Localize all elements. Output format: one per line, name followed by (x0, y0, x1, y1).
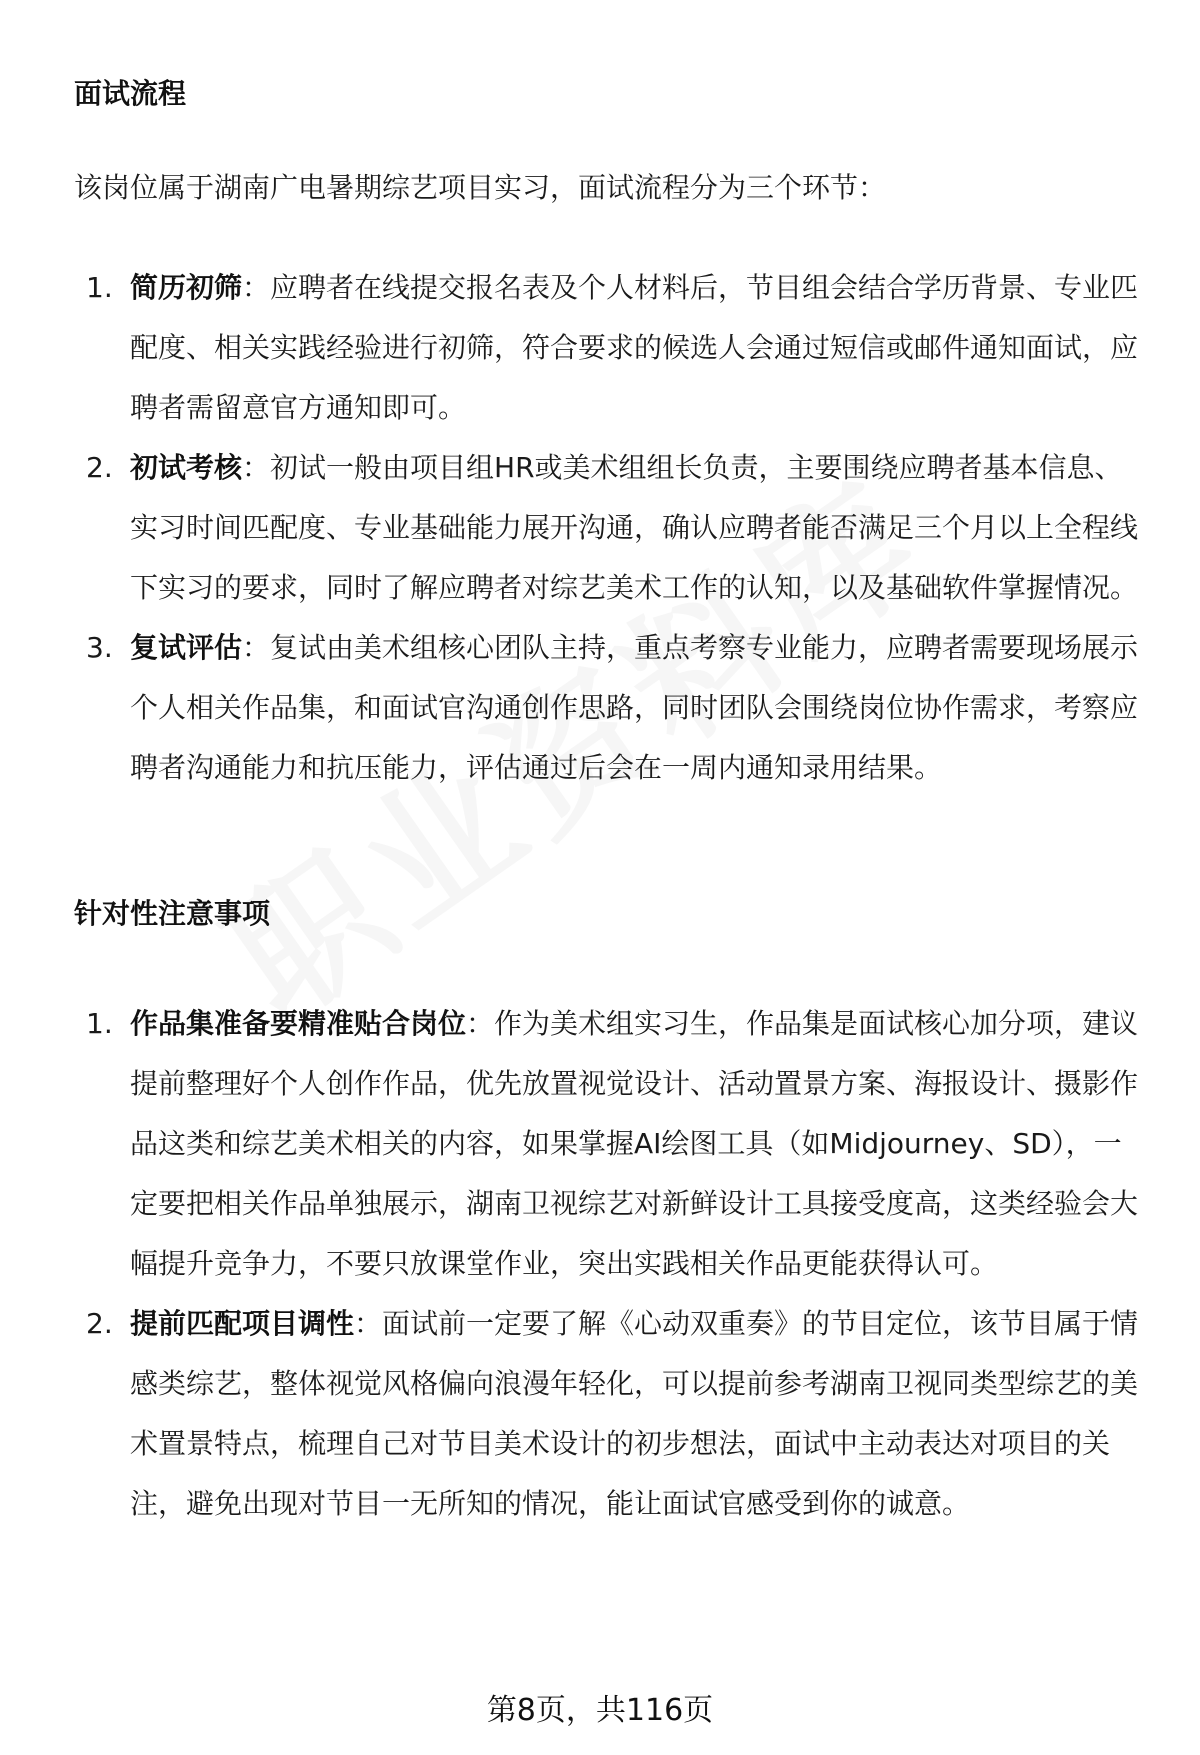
list-item-separator: ： (242, 451, 271, 484)
list-item-separator: ： (466, 1007, 495, 1040)
notes-list (0, 994, 1200, 1534)
list-item (0, 994, 1200, 1294)
list-item-number: 3. (86, 631, 113, 664)
list-item-term: 提前匹配项目调性 (130, 1307, 355, 1340)
list-item (0, 618, 1200, 798)
list-item-text: 应聘者在线提交报名表及个人材料后，节目组会结合学历背景、专业匹配度、相关实践经验进行初筛，符合要求的候选人会通过短信或邮件通知面试，应聘者需留意官方通知即可。 (130, 271, 1139, 424)
list-item-term: 复试评估 (130, 631, 243, 664)
list-item (0, 258, 1200, 438)
list-item-separator: ： (354, 1307, 383, 1340)
list-item-text: 作为美术组实习生，作品集是面试核心加分项，建议提前整理好个人创作作品，优先放置视觉设计、活动置景方案、海报设计、摄影作品这类和综艺美术相关的内容，如果掌握AI绘图工具（如Midjourney、SD），一定要把相关作品单独展示，湖南卫视综艺对新鲜设计工具接受度高，这类经验会大幅提升竞争力，不要只放课堂作业，突出实践相关作品更能获得认可。 (130, 1007, 1139, 1280)
section-heading-interview-process: 面试流程 (74, 77, 187, 110)
list-item (0, 438, 1200, 618)
list-item-term: 初试考核 (130, 451, 243, 484)
list-item-number: 1. (86, 1007, 113, 1040)
page-number: 第8页，共116页 (486, 1693, 714, 1728)
section-heading-notes: 针对性注意事项 (74, 897, 271, 930)
list-item-text: 复试由美术组核心团队主持，重点考察专业能力，应聘者需要现场展示个人相关作品集，和面试官沟通创作思路，同时团队会围绕岗位协作需求，考察应聘者沟通能力和抗压能力，评估通过后会在一周内通知录用结果。 (130, 631, 1139, 784)
list-item-term: 作品集准备要精准贴合岗位 (130, 1007, 467, 1040)
list-item-number: 2. (86, 1307, 113, 1340)
list-item (0, 1294, 1200, 1534)
interview-process-list (0, 258, 1200, 798)
list-item-text: 初试一般由项目组HR或美术组组长负责，主要围绕应聘者基本信息、实习时间匹配度、专业基础能力展开沟通，确认应聘者能否满足三个月以上全程线下实习的要求，同时了解应聘者对综艺美术工作的认知，以及基础软件掌握情况。 (130, 451, 1139, 604)
list-item-term: 简历初筛 (130, 271, 243, 304)
intro-paragraph: 该岗位属于湖南广电暑期综艺项目实习，面试流程分为三个环节： (74, 171, 887, 204)
list-item-number: 1. (86, 271, 113, 304)
list-item-number: 2. (86, 451, 113, 484)
list-item-separator: ： (242, 631, 271, 664)
list-item-text: 面试前一定要了解《心动双重奏》的节目定位，该节目属于情感类综艺，整体视觉风格偏向浪漫年轻化，可以提前参考湖南卫视同类型综艺的美术置景特点，梳理自己对节目美术设计的初步想法，面试中主动表达对项目的关注，避免出现对节目一无所知的情况，能让面试官感受到你的诚意。 (130, 1307, 1139, 1520)
list-item-separator: ： (242, 271, 271, 304)
